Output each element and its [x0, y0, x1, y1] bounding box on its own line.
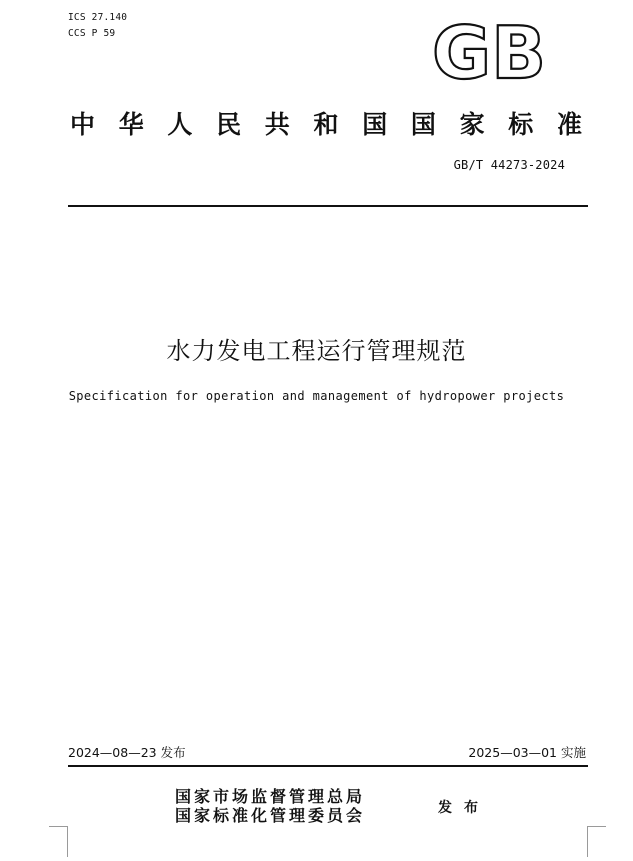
issue-date: 2024—08—23 发布: [68, 745, 186, 760]
publish-label: 发布: [438, 800, 490, 816]
gb-logo: [430, 20, 548, 82]
crop-mark-left: [49, 826, 68, 857]
ccs-code: CCS P 59: [68, 28, 116, 39]
standard-type: 中华人民共和国国家标准: [70, 110, 582, 139]
issuer-line-1: 国家市场监督管理总局: [175, 787, 366, 806]
implementation-date: 2025—03—01 实施: [468, 745, 586, 760]
classification-codes: [68, 10, 127, 42]
title-english: Specification for operation and management of hydropower projects: [68, 389, 565, 403]
issuing-authorities: [175, 787, 365, 825]
title-chinese: 水力发电工程运行管理规范: [166, 337, 467, 365]
issuer-line-2: 国家标准化管理委员会: [175, 806, 366, 825]
top-divider: [68, 205, 588, 207]
gb-logo-text: GB: [432, 20, 546, 82]
ics-code: ICS 27.140: [68, 12, 128, 23]
crop-mark-right: [587, 826, 606, 857]
standard-number: GB/T 44273-2024: [453, 158, 565, 172]
bottom-divider: [68, 765, 588, 767]
